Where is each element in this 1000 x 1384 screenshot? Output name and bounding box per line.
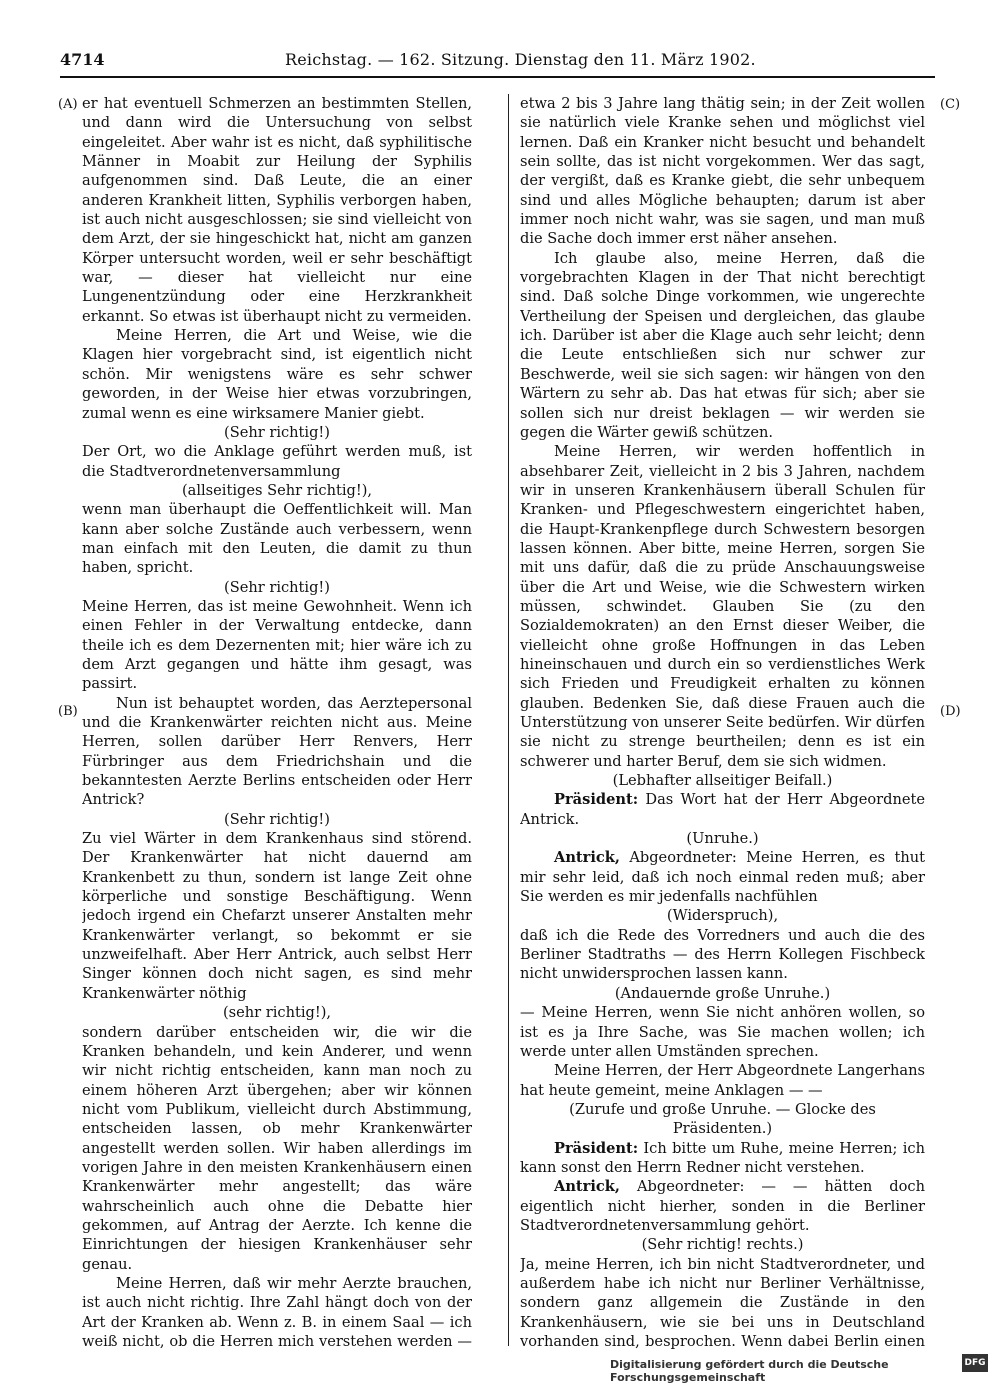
paragraph-text: Ich bitte um Ruhe, meine Herren; ich kann sonst den Herrn Redner nicht verstehen. bbox=[520, 1139, 925, 1176]
paragraph bbox=[520, 906, 925, 925]
paragraph-text: (Widerspruch), bbox=[666, 907, 779, 925]
paragraph-text: Meine Herren, der Herr Abgeordnete Langerhans hat heute gemeint, meine Anklagen — — bbox=[520, 1062, 925, 1099]
paragraph bbox=[82, 481, 472, 500]
paragraph-text: wenn man überhaupt die Oeffentlichkeit will. Man kann aber solche Zustände auch verbessern, wenn man einfach mit den Leuten, die damit zu thun haben, spricht. bbox=[82, 501, 472, 577]
paragraph-text: (Sehr richtig!) bbox=[224, 423, 330, 441]
margin-marker-d: (D) bbox=[940, 704, 961, 719]
paragraph-text: (Andauernde große Unruhe.) bbox=[614, 984, 831, 1002]
paragraph-text: — Meine Herren, wenn Sie nicht anhören wollen, so ist es ja Ihre Sache, was Sie machen wollen; ich werde unter allen Umständen sprechen. bbox=[520, 1004, 925, 1060]
paragraph bbox=[82, 597, 472, 694]
paragraph-text: (allseitiges Sehr richtig!), bbox=[181, 481, 373, 499]
paragraph-text: Abgeordneter: Meine Herren, es thut mir sehr leid, daß ich noch einmal reden muß; aber Sie werden es mir jedenfalls nachfühlen bbox=[520, 849, 925, 906]
footer bbox=[610, 1352, 990, 1384]
paragraph bbox=[520, 1177, 925, 1235]
running-title: Reichstag. — 162. Sitzung. Dienstag den 11. März 1902. bbox=[285, 50, 756, 69]
paragraph bbox=[82, 829, 472, 1003]
paragraph bbox=[520, 249, 925, 442]
paragraph bbox=[520, 1235, 925, 1254]
paragraph-text: (sehr richtig!), bbox=[222, 1004, 332, 1022]
paragraph bbox=[520, 848, 925, 906]
right-column bbox=[520, 94, 925, 1350]
paragraph bbox=[82, 326, 472, 423]
margin-marker-b: (B) bbox=[58, 704, 78, 719]
speaker-name: Präsident: bbox=[554, 791, 639, 809]
paragraph bbox=[520, 790, 925, 829]
paragraph-text: (Sehr richtig!) bbox=[224, 578, 330, 596]
speaker-name: Antrick, bbox=[554, 849, 620, 867]
page-header bbox=[60, 46, 935, 76]
speaker-name: Antrick, bbox=[554, 1178, 620, 1196]
paragraph-text: (Sehr richtig! rechts.) bbox=[641, 1236, 804, 1254]
paragraph-text: er hat eventuell Schmerzen an bestimmten Stellen, und dann wird die Untersuchung von selbst eingeleitet. Aber wahr ist es nicht, daß syphilitische Männer in Moabit zur Heilung der Syphilis aufgenommen sind. Daß Leute, die an einer anderen Krankheit litten, Syphilis verborgen haben, ist auch nicht ausgeschlossen; sie sind vielleicht von dem Arzt, der sie hingeschickt hat, nicht am ganzen Körper untersucht worden, weil er sehr beschäftigt war, — dieser hat vielleicht nur eine Lungenentzündung oder eine Herzkrankheit erkannt. So etwas ist überhaupt nicht zu vermeiden. bbox=[82, 95, 472, 325]
paragraph-text: Ja, meine Herren, ich bin nicht Stadtverordneter, und außerdem habe ich nicht nur Berliner Verhältnisse, sondern ganz allgemein die Zustände in den Krankenhäusern, wie sie bei uns in Deutschland vorhanden sind, besprochen. Wenn dabei Berlin einen bbox=[520, 1255, 925, 1350]
left-column bbox=[82, 94, 472, 1350]
paragraph-text: Abgeordneter: — — hätten doch eigentlich nicht hierher, sonden in die Berliner Stadtverordnetenversammlung gehört. bbox=[520, 1178, 925, 1234]
paragraph bbox=[82, 1003, 472, 1022]
paragraph bbox=[82, 1274, 472, 1350]
paragraph bbox=[82, 578, 472, 597]
paragraph-text: Meine Herren, daß wir mehr Aerzte brauchen, ist auch nicht richtig. Ihre Zahl hängt doch von der Art der Kranken ab. Wenn z. B. in einem Saal — ich weiß nicht, ob die Herren mich verstehen werden — bbox=[82, 1274, 472, 1350]
paragraph bbox=[82, 500, 472, 577]
margin-marker-c: (C) bbox=[940, 97, 961, 112]
paragraph bbox=[82, 442, 472, 481]
paragraph bbox=[520, 442, 925, 771]
paragraph-text: Meine Herren, die Art und Weise, wie die Klagen hier vorgebracht sind, ist eigentlich nicht schön. Mir wenigstens wäre es sehr schwer geworden, in der Weise hier etwas vorzubringen, zumal wenn es eine wirksamere Manier giebt. bbox=[82, 327, 472, 422]
footer-credit: Digitalisierung gefördert durch die Deutsche Forschungsgemeinschaft bbox=[610, 1358, 889, 1384]
paragraph-text: (Lebhafter allseitiger Beifall.) bbox=[612, 772, 833, 790]
paragraph bbox=[520, 771, 925, 790]
paragraph bbox=[520, 829, 925, 848]
paragraph-text: Nun ist behauptet worden, das Aerztepersonal und die Krankenwärter reichten nicht aus. Meine Herren, sollen darüber Herr Renvers, Herr Fürbringer aus dem Friedrichshain und die bekanntesten Aerzte Berlins entscheiden oder Herr Antrick? bbox=[82, 694, 472, 809]
paragraph bbox=[520, 1139, 925, 1178]
paragraph-text: Meine Herren, das ist meine Gewohnheit. Wenn ich einen Fehler in der Verwaltung entdecke, dann theile ich es dem Dezernenten mit; hier wäre ich zu dem Arzt gegangen und hätte ihm gesagt, was passirt. bbox=[82, 597, 472, 693]
paragraph bbox=[520, 1100, 925, 1139]
paragraph bbox=[520, 94, 925, 249]
paragraph bbox=[82, 1023, 472, 1274]
paragraph-text: (Zurufe und große Unruhe. — Glocke des Präsidenten.) bbox=[569, 1100, 876, 1138]
header-rule bbox=[60, 76, 935, 78]
paragraph bbox=[520, 1003, 925, 1061]
paragraph-text: Meine Herren, wir werden hoffentlich in absehbarer Zeit, vielleicht in 2 bis 3 Jahren, nachdem wir in unseren Krankenhäusern überall Schulen für Kranken- und Pflegeschwestern eingerichtet haben, die Haupt-Krankenpflege durch Schwestern besorgen lassen können. Aber bitte, meine Herren, sorgen Sie mit uns dafür, daß die zu prüde Anschauungsweise über die Art und Weise, wie die Schwestern wirken müssen, schwindet. Glauben Sie (zu den Sozialdemokraten) an den Ernst dieser Weiber, die vielleicht ohne große Hoffnungen in das Leben hineinschauen und durch ein so verdienstliches Werk sich Frieden und Freudigkeit erhalten zu können glauben. Bedenken Sie, daß diese Frauen auch die Unterstützung von unserer Seite bedürfen. Wir dürfen sie nicht zu strenge beurtheilen; denn es ist ein schwerer und harter Beruf, dem sie sich widmen. bbox=[520, 443, 925, 770]
paragraph-text: daß ich die Rede des Vorredners und auch die des Berliner Stadtraths — des Herrn Kollegen Fischbeck nicht unwidersprochen lassen kann. bbox=[520, 926, 925, 983]
paragraph-text: Das Wort hat der Herr Abgeordnete Antrick. bbox=[520, 791, 925, 828]
paragraph-text: sondern darüber entscheiden wir, die wir die Kranken behandeln, und kein Anderer, und wenn wir nicht richtig entscheiden, kann man noch zu einem höheren Arzt übergehen; aber wir können nicht vom Publikum, vielleicht durch Abstimmung, entscheiden lassen, ob mehr Krankenwärter angestellt werden sollen. Wir haben allerdings im vorigen Jahre in den meisten Krankenhäusern einen Krankenwärter mehr angestellt; das wäre wahrscheinlich auch ohne die Debatte hier gekommen, auf Antrag der Aerzte. Ich kenne die Einrichtungen der hiesigen Krankenhäuser sehr genau. bbox=[82, 1023, 472, 1273]
paragraph-text: Zu viel Wärter in dem Krankenhaus sind störend. Der Krankenwärter hat nicht dauernd am Krankenbett zu thun, sondern ist lange Zeit ohne körperliche und sonstige Beschäftigung. Wenn jedoch irgend ein Chefarzt unserer Anstalten mehr Krankenwärter verlangt, so bekommt er sie unzweifelhaft. Aber Herr Antrick, auch selbst Herr Singer können doch nicht sagen, es sind mehr Krankenwärter nöthig bbox=[82, 830, 472, 1002]
paragraph bbox=[82, 94, 472, 326]
paragraph-text: (Sehr richtig!) bbox=[224, 810, 330, 828]
paragraph bbox=[520, 926, 925, 984]
paragraph bbox=[82, 423, 472, 442]
paragraph bbox=[520, 1255, 925, 1350]
paragraph bbox=[82, 810, 472, 829]
page-number: 4714 bbox=[60, 50, 105, 69]
paragraph bbox=[520, 1061, 925, 1100]
paragraph-text: Der Ort, wo die Anklage geführt werden muß, ist die Stadtverordnetenversammlung bbox=[82, 443, 472, 480]
paragraph-text: Ich glaube also, meine Herren, daß die vorgebrachten Klagen in der That nicht berechtigt sind. Daß solche Dinge vorkommen, wie ungerechte Vertheilung der Speisen und dergleichen, das glaube ich. Darüber ist aber die Klage auch sehr leicht; denn die Leute entschließen sich nur schwer zur Beschwerde, weil sie sich sagen: wir hängen von den Wärtern zu sehr ab. Das hat etwas für sich; aber sie sollen sich nur dreist beklagen — wir werden sie gegen die Wärter gewiß schützen. bbox=[520, 249, 925, 441]
paragraph bbox=[520, 984, 925, 1003]
speaker-name: Präsident: bbox=[554, 1139, 639, 1157]
paragraph-text: (Unruhe.) bbox=[686, 830, 759, 848]
paragraph-text: etwa 2 bis 3 Jahre lang thätig sein; in der Zeit wollen sie natürlich viele Kranke sehen und möglichst viel lernen. Daß ein Kranker nicht besucht und behandelt sein sollte, das ist nicht vorgekommen. Wer das sagt, der vergißt, daß es Kranke giebt, die sehr unbequem sind und alles Mögliche behaupten; darum ist aber immer noch nicht wahr, was sie sagen, und man muß die Sache doch immer erst näher ansehen. bbox=[520, 95, 925, 248]
dfg-logo: DFG bbox=[962, 1354, 988, 1372]
margin-marker-a: (A) bbox=[58, 97, 78, 112]
paragraph bbox=[82, 694, 472, 810]
column-divider bbox=[508, 94, 509, 1346]
